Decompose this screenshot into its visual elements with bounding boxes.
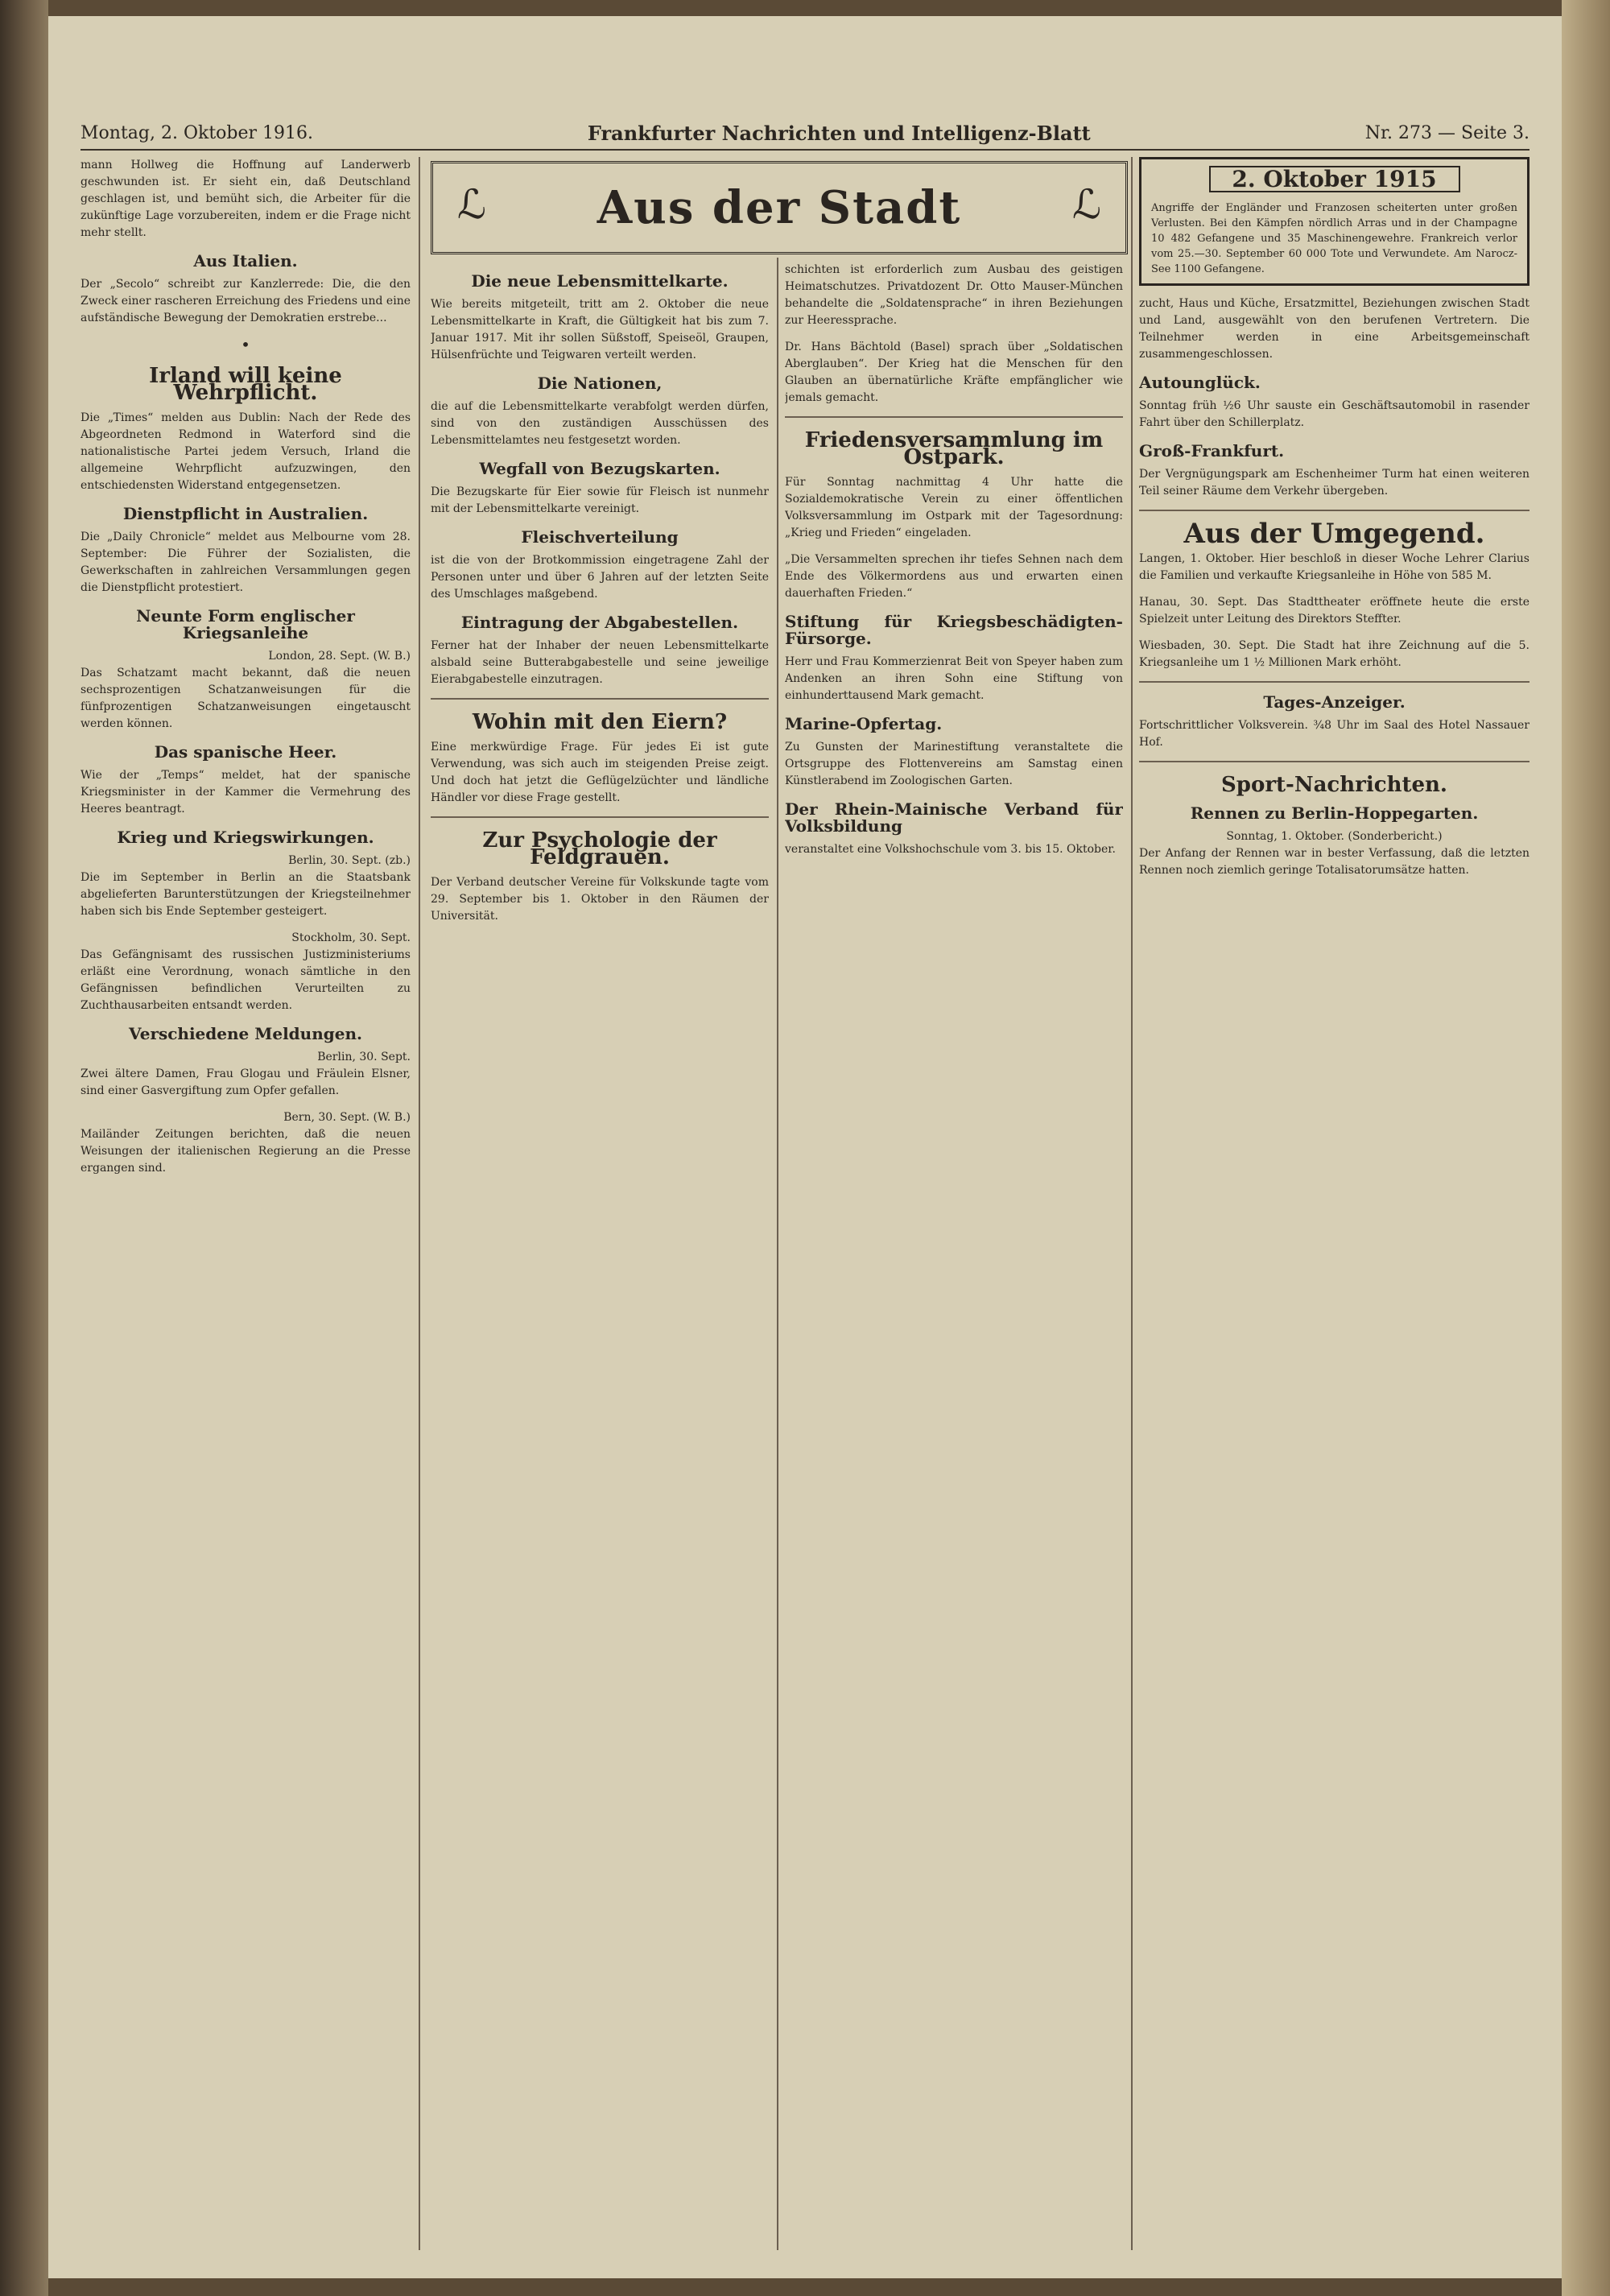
article-text: Fortschrittlicher Volksverein. ¾8 Uhr im Saal des Hotel Nassauer Hof. [1139,719,1530,749]
article-text: mann Hollweg die Hoffnung auf Landerwerb geschwunden ist. Er sieht ein, daß Deutschland geschlagen ist, und bemüht sich, die Arbeiter für die zukünftige Lage vorzubereiten, indem er die Frage nicht mehr stellt. [80,159,411,239]
section-heading: Groß-Frankfurt. [1139,441,1285,460]
article-text: Dr. Hans Bächtold (Basel) sprach über „Soldatischen Aberglauben“. Der Krieg hat die Menschen für den Glauben an übernatürliche Kräfte empfänglicher wie jemals gemacht. [785,341,1123,404]
section-heading: Verschiedene Meldungen. [129,1024,362,1043]
header-masthead: Frankfurter Nachrichten und Intelligenz-Blatt [587,121,1091,145]
article-text: zucht, Haus und Küche, Ersatzmittel, Beziehungen zwischen Stadt und Land, ausgewählt von den berufenen Vertretern. Die Teilnehmer werden in eine Arbeitsgemeinschaft zusammengeschlossen. [1139,297,1530,361]
column-rule [777,258,778,2250]
section-heading: Eintragung der Abgabestellen. [460,613,739,632]
book-spine [0,0,48,2296]
section-heading: Krieg und Kriegswirkungen. [117,828,374,847]
separator: • [241,335,250,354]
article-text: Die „Daily Chronicle“ meldet aus Melbourne vom 28. September: Die Führer der Sozialisten, die Gewerkschaften in zahlreichen Versammlungen gegen die Dienstpflicht protestiert. [80,531,411,594]
article-text: Ferner hat der Inhaber der neuen Lebensmittelkarte alsbald seine Butterabgabestelle und seine jeweilige Eierabgabestelle einzutragen. [431,639,769,686]
article-text: Sonntag früh ½6 Uhr sauste ein Geschäftsautomobil in rasender Fahrt über den Schillerplatz. [1139,399,1530,429]
divider [431,698,769,700]
section-heading: Das spanische Heer. [154,742,337,762]
column-2 [431,262,769,2250]
article-text: Wie der „Temps“ meldet, hat der spanische Kriegsminister in der Kammer die Vermehrung des Heeres beantragt. [80,769,411,816]
section-banner [431,161,1128,254]
divider [431,816,769,818]
page-edges [1562,0,1610,2296]
dateline: London, 28. Sept. (W. B.) [268,650,411,663]
page-header [80,117,1530,151]
article-text: Für Sonntag nachmittag 4 Uhr hatte die Sozialdemokratische Verein zu einer öffentlichen Volksversammlung im Ostpark mit der Tagesordnung: „Krieg und Frieden“ eingeladen. [785,476,1123,539]
column-4 [1139,157,1530,2250]
article-text: Die im September in Berlin an die Staatsbank abgelieferten Barunterstützungen der Kriegsteilnehmer haben sich bis Ende September gesteigert. [80,871,411,918]
dateline: Berlin, 30. Sept. (zb.) [288,854,411,867]
section-heading: Fleischverteilung [521,527,679,547]
header-page-number: Nr. 273 — Seite 3. [1364,122,1530,143]
section-heading: Neunte Form englischer Kriegsanleihe [136,606,355,642]
section-heading: Marine-Opfertag. [785,714,943,733]
dateline: Sonntag, 1. Oktober. (Sonderbericht.) [1226,830,1443,843]
article-text: „Die Versammelten sprechen ihr tiefes Sehnen nach dem Ende des Völkermordens aus und erwarten einen dauerhaften Frieden.“ [785,553,1123,600]
divider [1139,761,1530,762]
divider [1139,681,1530,683]
section-heading: Irland will keine Wehrpflicht. [149,364,342,405]
section-heading: Zur Psychologie der Feldgrauen. [482,828,717,869]
ornament-left: ℒ [457,181,487,228]
section-heading: Aus Italien. [193,251,298,270]
anniversary-box [1139,157,1530,286]
column-1 [80,157,411,2250]
article-text: Die „Times“ melden aus Dublin: Nach der Rede des Abgeordneten Redmond in Waterford sind die nationalistische Partei jedem Versuch, Irland die allgemeine Wehrpflicht aufzuzwingen, den entschiedensten Widerstand entgegensetzen. [80,411,411,492]
article-text: Wiesbaden, 30. Sept. Die Stadt hat ihre Zeichnung auf die 5. Kriegsanleihe um 1 ½ Millionen Mark erhöht. [1139,639,1530,669]
divider [1139,510,1530,511]
section-title: Aus der Stadt [597,181,962,234]
dateline: Stockholm, 30. Sept. [291,931,411,944]
column-3 [785,262,1123,2250]
section-subheading: Rennen zu Berlin-Hoppegarten. [1190,803,1479,823]
article-text: Das Gefängnisamt des russischen Justizministeriums erläßt eine Verordnung, wonach sämtliche in den Gefängnissen befindlichen Verurteilten zu Zuchthausarbeiten entsandt werden. [80,948,411,1012]
article-text: Das Schatzamt macht bekannt, daß die neuen sechsprozentigen Schatzanweisungen für die fünfprozentigen Schatzanweisungen eingetauscht werden können. [80,667,411,730]
article-text: Langen, 1. Oktober. Hier beschloß in dieser Woche Lehrer Clarius die Familien und verkaufte Kriegsanleihe in Höhe von 585 M. [1139,552,1530,582]
section-heading: Sport-Nachrichten. [1221,773,1447,797]
article-text: die auf die Lebensmittelkarte verabfolgt werden dürfen, sind von den zuständigen Ausschüssen des Lebensmittelamtes neu festgesetzt worden. [431,400,769,447]
column-rule [419,157,420,2250]
article-text: schichten ist erforderlich zum Ausbau des geistigen Heimatschutzes. Privatdozent Dr. Otto Mauser-München behandelte die „Soldatensprache“ in ihren Beziehungen zur Heeressprache. [785,263,1123,327]
article-text: ist die von der Brotkommission eingetragene Zahl der Personen unter und über 6 Jahren auf der letzten Seite des Umschlages maßgebend. [431,554,769,601]
dateline: Bern, 30. Sept. (W. B.) [283,1111,411,1124]
article-text: Mailänder Zeitungen berichten, daß die neuen Weisungen der italienischen Regierung an die Presse ergangen sind. [80,1128,411,1175]
column-rule [1131,157,1133,2250]
article-text: Der Verband deutscher Vereine für Volkskunde tagte vom 29. September bis 1. Oktober in den Räumen der Universität. [431,876,769,923]
article-text: Hanau, 30. Sept. Das Stadttheater eröffnete heute die erste Spielzeit unter Leitung des Direktors Steffter. [1139,596,1530,626]
section-heading: Stiftung für Kriegsbeschädigten-Fürsorge. [785,612,1123,648]
section-heading: Tages-Anzeiger. [1263,692,1406,712]
section-heading: Dienstpflicht in Australien. [122,504,369,523]
article-text: Herr und Frau Kommerzienrat Beit von Speyer haben zum Andenken an ihren Sohn eine Stiftung von einhunderttausend Mark gemacht. [785,655,1123,702]
article-text: Der Vergnügungspark am Eschenheimer Turm hat einen weiteren Teil seiner Räume dem Verkehr übergeben. [1139,468,1530,498]
section-heading: Der Rhein-Mainische Verband für Volksbildung [785,799,1123,836]
article-text: Wie bereits mitgeteilt, tritt am 2. Oktober die neue Lebensmittelkarte in Kraft, die Gültigkeit hat bis zum 7. Januar 1917. Mit ihr sollen Süßstoff, Speiseöl, Graupen, Hülsenfrüchte und Teigwaren verteilt werden. [431,298,769,361]
article-text: Der „Secolo“ schreibt zur Kanzlerrede: Die, die den Zweck einer rascheren Erreichung des Friedens und eine aufständische Bewegung der Demokratien erstrebe... [80,278,411,324]
header-date: Montag, 2. Oktober 1916. [80,122,313,143]
anniversary-date: 2. Oktober 1915 [1209,166,1460,192]
newspaper-page [48,16,1562,2278]
section-heading: Friedensversammlung im Ostpark. [804,428,1104,469]
article-text: Zu Gunsten der Marinestiftung veranstaltete die Ortsgruppe des Flottenvereins am Samstag einen Künstlerabend im Zoologischen Garten. [785,741,1123,787]
section-heading: Die Nationen, [537,374,663,393]
ornament-right: ℒ [1071,181,1101,228]
dateline: Berlin, 30. Sept. [317,1051,411,1063]
article-text: Der Anfang der Rennen war in bester Verfassung, daß die letzten Rennen noch ziemlich geringe Totalisatorumsätze hatten. [1139,847,1530,877]
section-heading: Aus der Umgegend. [1183,518,1485,550]
section-heading: Autounglück. [1139,373,1261,392]
divider [785,416,1123,418]
section-heading: Wegfall von Bezugskarten. [479,459,720,478]
article-text: Zwei ältere Damen, Frau Glogau und Fräulein Elsner, sind einer Gasvergiftung zum Opfer gefallen. [80,1067,411,1097]
anniversary-text: Angriffe der Engländer und Franzosen scheiterten unter großen Verlusten. Bei den Kämpfen nördlich Arras und in der Champagne 10 482 Gefangene und 35 Maschinengewehre. Frankreich verlor vom 25.—30. September 60 000 Tote und Verwundete. Am Narocz-See 1100 Gefangene. [1151,202,1517,275]
article-text: veranstaltet eine Volkshochschule vom 3. bis 15. Oktober. [785,843,1116,856]
section-heading: Wohin mit den Eiern? [472,710,728,734]
article-text: Die Bezugskarte für Eier sowie für Fleisch ist nunmehr mit der Lebensmittelkarte vereinigt. [431,485,769,515]
article-text: Eine merkwürdige Frage. Für jedes Ei ist gute Verwendung, was sich auch im steigenden Preise zeigt. Und doch hat jetzt die Geflügelzüchter und ländliche Händler vor diese Frage gestellt. [431,741,769,804]
section-heading: Die neue Lebensmittelkarte. [471,271,729,291]
